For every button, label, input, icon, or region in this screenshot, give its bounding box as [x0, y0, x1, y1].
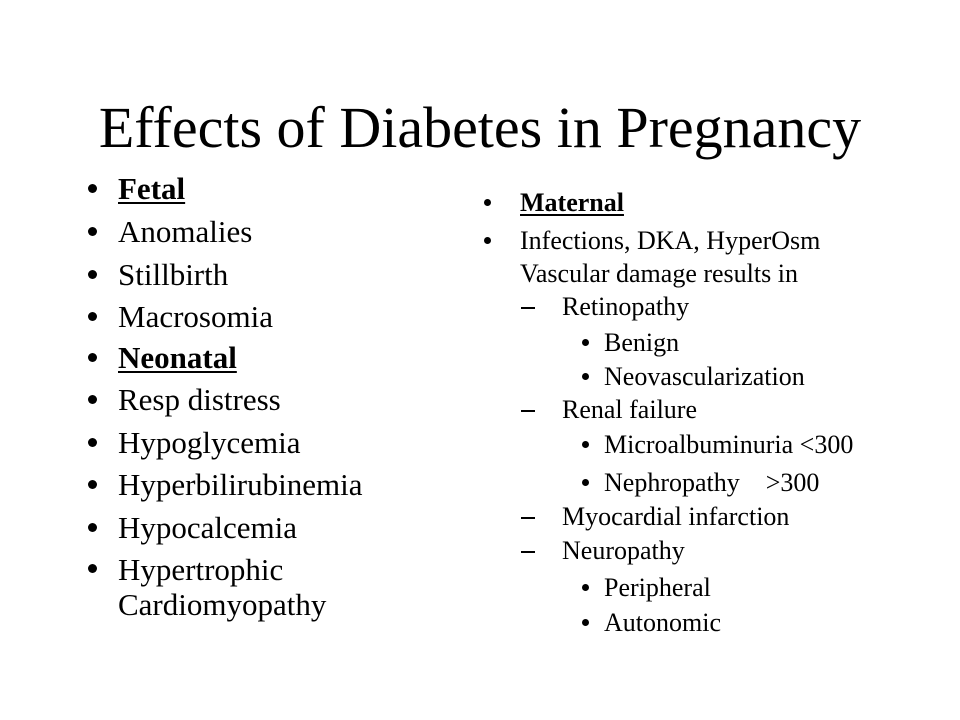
list-item-text: Stillbirth: [118, 257, 229, 292]
fetal-heading-text: Fetal: [118, 171, 186, 206]
list-item-text: Anomalies: [118, 214, 253, 249]
list-item-hypertrophic-cardiomyopathy: [118, 552, 418, 622]
list-item-text: Resp distress: [118, 382, 281, 417]
bullet-icon: [484, 237, 491, 244]
subtype-peripheral: [604, 571, 711, 605]
list-item-text: Macrosomia: [118, 299, 273, 334]
list-item-text: Infections, DKA, HyperOsm: [520, 226, 821, 255]
maternal-heading-text: Maternal: [520, 188, 624, 217]
list-item-text: Hypertrophic Cardiomyopathy: [118, 552, 327, 622]
bullet-icon: [88, 480, 97, 489]
maternal-heading: [520, 186, 624, 220]
dash-icon: [521, 517, 535, 519]
bullet-icon: [88, 564, 97, 573]
vascular-intro-text: Vascular damage results in: [520, 259, 798, 288]
bullet-icon: [88, 395, 97, 404]
subtype-nephropathy: [604, 466, 819, 500]
dash-icon: [521, 551, 535, 553]
list-item-text: Hypocalcemia: [118, 510, 298, 545]
bullet-icon: [582, 479, 589, 486]
list-item-infections: [520, 224, 820, 258]
bullet-icon: [88, 353, 97, 362]
complication-text: Neuropathy: [562, 536, 685, 565]
bullet-icon: [582, 619, 589, 626]
bullet-icon: [582, 373, 589, 380]
complication-myocardial-infarction: [562, 500, 789, 534]
subtype-text: Benign: [604, 328, 680, 357]
list-item-macrosomia: [118, 296, 273, 338]
list-item-hypocalcemia: [118, 507, 297, 549]
subtype-text: Autonomic: [604, 608, 721, 637]
dash-icon: [521, 410, 535, 412]
bullet-icon: [582, 339, 589, 346]
complication-text: Retinopathy: [562, 292, 690, 321]
complication-renal-failure: [562, 393, 697, 427]
list-item-resp-distress: [118, 379, 281, 421]
subtype-text: Microalbuminuria <300: [604, 430, 854, 459]
subtype-microalbuminuria: [604, 428, 853, 462]
bullet-icon: [88, 312, 97, 321]
bullet-icon: [582, 441, 589, 448]
subtype-neovascularization: [604, 360, 805, 394]
bullet-icon: [88, 523, 97, 532]
subtype-text: Peripheral: [604, 573, 711, 602]
bullet-icon: [88, 227, 97, 236]
list-item-hyperbilirubinemia: [118, 464, 363, 506]
bullet-icon: [88, 184, 97, 193]
list-item-hypoglycemia: [118, 422, 301, 464]
dash-icon: [521, 307, 535, 309]
vascular-intro: [520, 257, 798, 291]
fetal-heading: [118, 168, 185, 210]
subtype-text: Nephropathy >300: [604, 468, 820, 497]
complication-text: Myocardial infarction: [562, 502, 790, 531]
complication-retinopathy: [562, 290, 689, 324]
neonatal-heading-text: Neonatal: [118, 340, 237, 375]
subtype-benign: [604, 326, 679, 360]
bullet-icon: [88, 438, 97, 447]
subtype-autonomic: [604, 606, 721, 640]
complication-text: Renal failure: [562, 395, 697, 424]
complication-neuropathy: [562, 534, 685, 568]
slide-title: Effects of Diabetes in Pregnancy: [98, 95, 862, 160]
bullet-icon: [484, 199, 491, 206]
bullet-icon: [582, 584, 589, 591]
list-item-stillbirth: [118, 254, 228, 296]
list-item-anomalies: [118, 211, 252, 253]
subtype-text: Neovascularization: [604, 362, 805, 391]
neonatal-heading: [118, 337, 237, 379]
list-item-text: Hyperbilirubinemia: [118, 467, 363, 502]
bullet-icon: [88, 270, 97, 279]
list-item-text: Hypoglycemia: [118, 425, 301, 460]
